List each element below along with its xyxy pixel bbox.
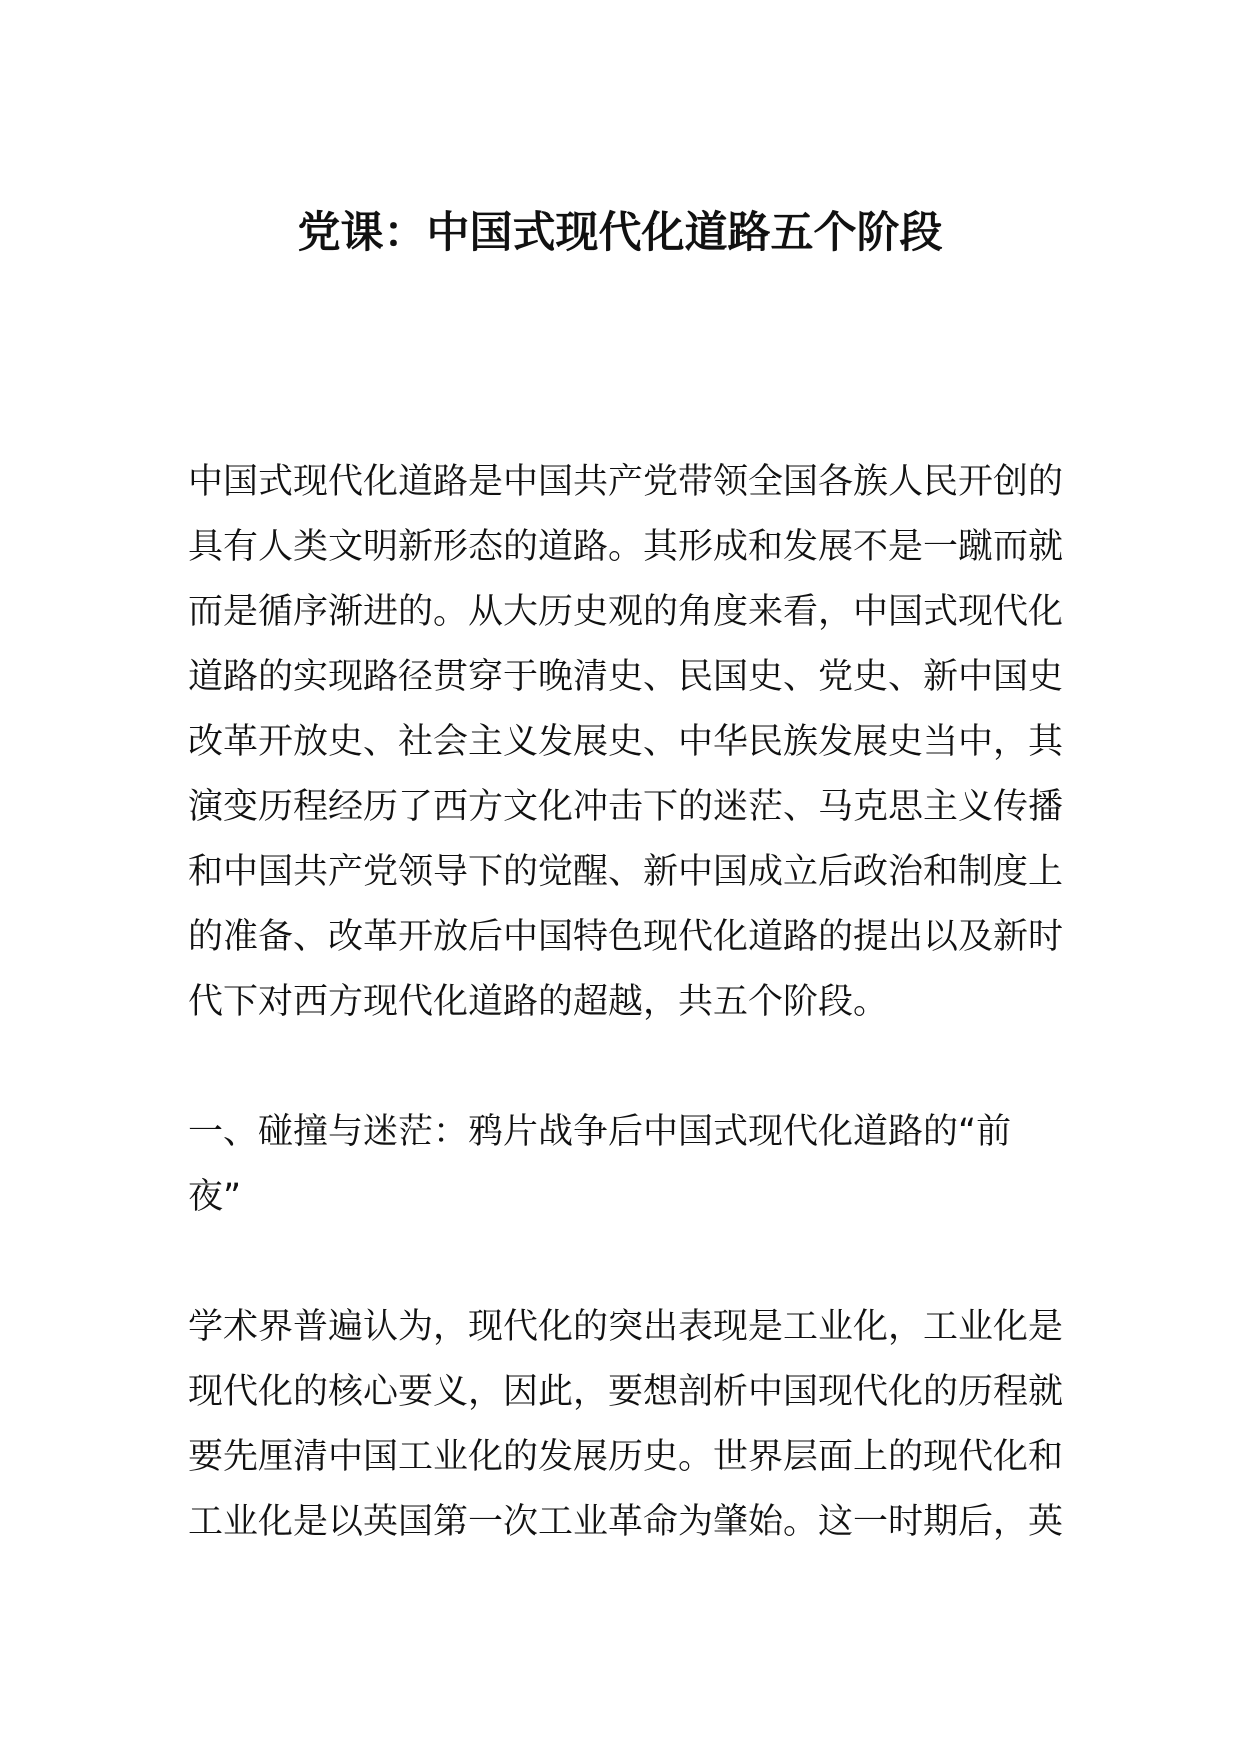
intro-paragraph: 中国式现代化道路是中国共产党带领全国各族人民开创的 具有人类文明新形态的道路。其形成和发展不是一蹴而就 而是循序渐进的。从大历史观的角度来看，中国式现代化 道路的实现路径贯穿于晚清史、民国史、党史、新中国史 改革开放史、社会主义发展史、中华民族发展史当中，其 演变历程经历了西方文化冲击下的迷茫、马克思主义传播 和中国共产党领导下的觉醒、新中国成立后政治和制度上 的准备、改革开放后中国特色现代化道路的提出以及新时 代下对西方现代化道路的超越，共五个阶段。 — [188, 462, 1064, 1022]
document-title: 党课：中国式现代化道路五个阶段 — [297, 208, 943, 258]
section-paragraph: 学术界普遍认为，现代化的突出表现是工业化，工业化是 现代化的核心要义，因此，要想剖析中国现代化的历程就 要先厘清中国工业化的发展历史。世界层面上的现代化和 工业化是以英国第一次工业革命为肇始。这一时期后，英 — [188, 1307, 1064, 1542]
section-heading: 一、碰撞与迷茫：鸦片战争后中国式现代化道路的“前 夜” — [188, 1112, 1012, 1217]
